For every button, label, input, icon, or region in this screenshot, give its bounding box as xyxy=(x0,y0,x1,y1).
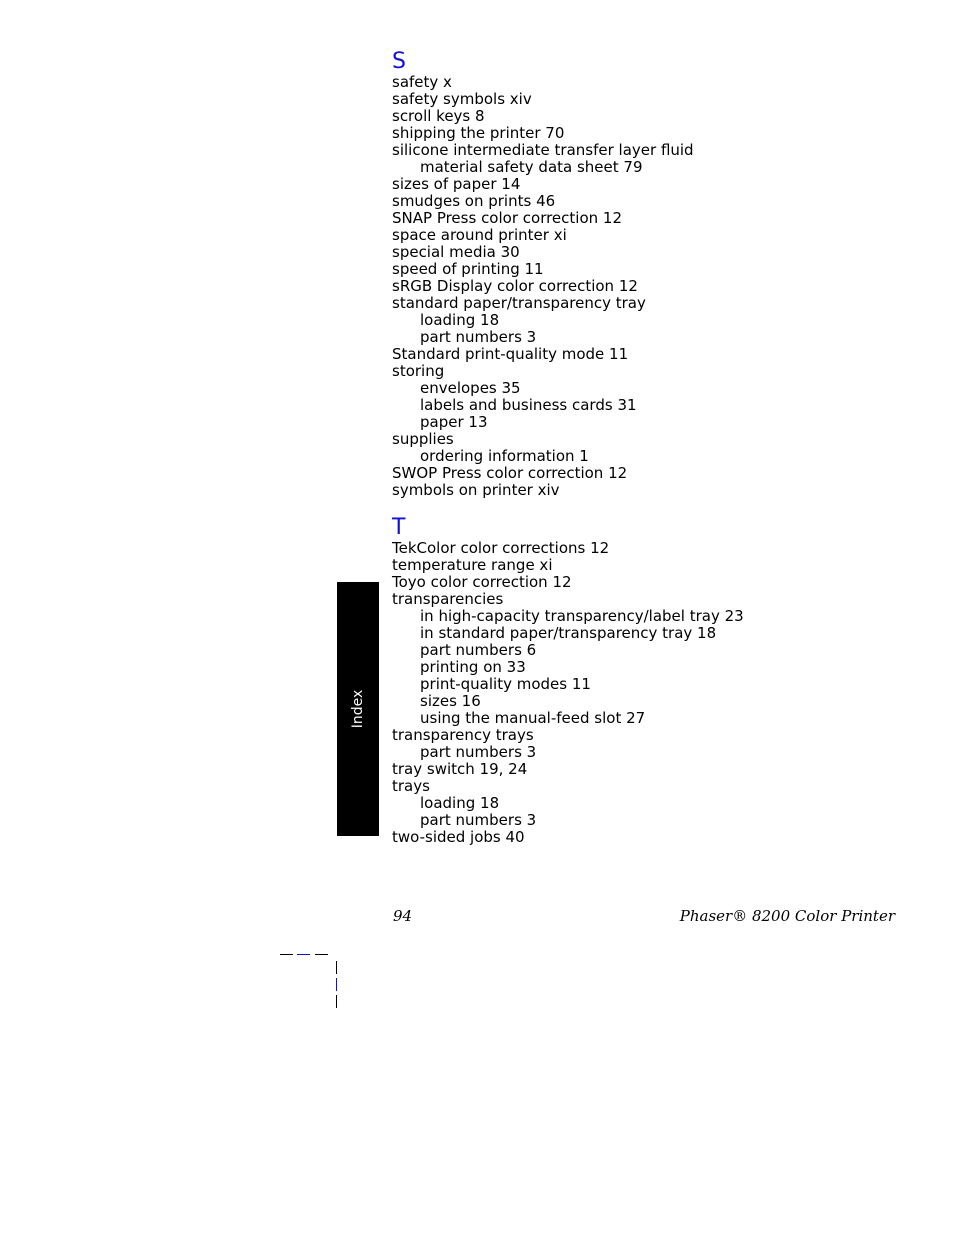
index-entry: speed of printing 11 xyxy=(392,260,544,278)
index-entry: space around printer xi xyxy=(392,226,567,244)
index-subentry: paper 13 xyxy=(420,413,488,431)
index-entry: silicone intermediate transfer layer fluid xyxy=(392,141,694,159)
index-subentry: labels and business cards 31 xyxy=(420,396,637,414)
index-subentry: part numbers 3 xyxy=(420,811,537,829)
index-subentry: using the manual-feed slot 27 xyxy=(420,709,646,727)
index-side-tab xyxy=(337,582,379,836)
index-entry: special media 30 xyxy=(392,243,520,261)
index-entry: shipping the printer 70 xyxy=(392,124,565,142)
index-entry: SWOP Press color correction 12 xyxy=(392,464,628,482)
index-subentry: loading 18 xyxy=(420,794,500,812)
index-entry: transparencies xyxy=(392,590,504,608)
section-gap xyxy=(392,499,912,516)
index-entry: SNAP Press color correction 12 xyxy=(392,209,622,227)
crop-mark xyxy=(336,995,337,1008)
index-subentry: part numbers 3 xyxy=(420,328,537,346)
index-entry: scroll keys 8 xyxy=(392,107,485,125)
crop-mark xyxy=(297,954,310,955)
index-entry: temperature range xi xyxy=(392,556,553,574)
index-subentry: print-quality modes 11 xyxy=(420,675,591,693)
index-subentry: printing on 33 xyxy=(420,658,526,676)
side-tab-label: Index xyxy=(350,689,366,729)
index-entry: transparency trays xyxy=(392,726,534,744)
index-entry: supplies xyxy=(392,430,454,448)
index-subentry: part numbers 6 xyxy=(420,641,537,659)
index-entry: sizes of paper 14 xyxy=(392,175,521,193)
index-subentry: ordering information 1 xyxy=(420,447,589,465)
index-subentry: sizes 16 xyxy=(420,692,481,710)
section-letter: S xyxy=(392,49,406,74)
index-entry: tray switch 19, 24 xyxy=(392,760,528,778)
index-subentry: loading 18 xyxy=(420,311,500,329)
index-subentry: material safety data sheet 79 xyxy=(420,158,643,176)
index-entry: smudges on prints 46 xyxy=(392,192,556,210)
index-entry: safety symbols xiv xyxy=(392,90,532,108)
crop-mark xyxy=(336,961,337,974)
index-entry: Standard print-quality mode 11 xyxy=(392,345,629,363)
index-entry: two-sided jobs 40 xyxy=(392,828,525,846)
index-entry: trays xyxy=(392,777,430,795)
index-entry: Toyo color correction 12 xyxy=(392,573,572,591)
index-entry: symbols on printer xiv xyxy=(392,481,560,499)
crop-mark xyxy=(280,954,293,955)
crop-mark xyxy=(336,978,337,991)
index-subentry: envelopes 35 xyxy=(420,379,521,397)
crop-mark xyxy=(315,954,328,955)
index-subentry: in high-capacity transparency/label tray 23 xyxy=(420,607,744,625)
index-entry: safety x xyxy=(392,73,452,91)
index-column xyxy=(392,50,912,846)
index-entry: storing xyxy=(392,362,445,380)
section-letter: T xyxy=(392,515,406,540)
index-entry: TekColor color corrections 12 xyxy=(392,539,610,557)
index-entry: standard paper/transparency tray xyxy=(392,294,646,312)
index-entry: sRGB Display color correction 12 xyxy=(392,277,638,295)
page-number: 94 xyxy=(393,907,413,925)
footer-title: Phaser® 8200 Color Printer xyxy=(679,907,895,925)
index-subentry: in standard paper/transparency tray 18 xyxy=(420,624,717,642)
index-subentry: part numbers 3 xyxy=(420,743,537,761)
